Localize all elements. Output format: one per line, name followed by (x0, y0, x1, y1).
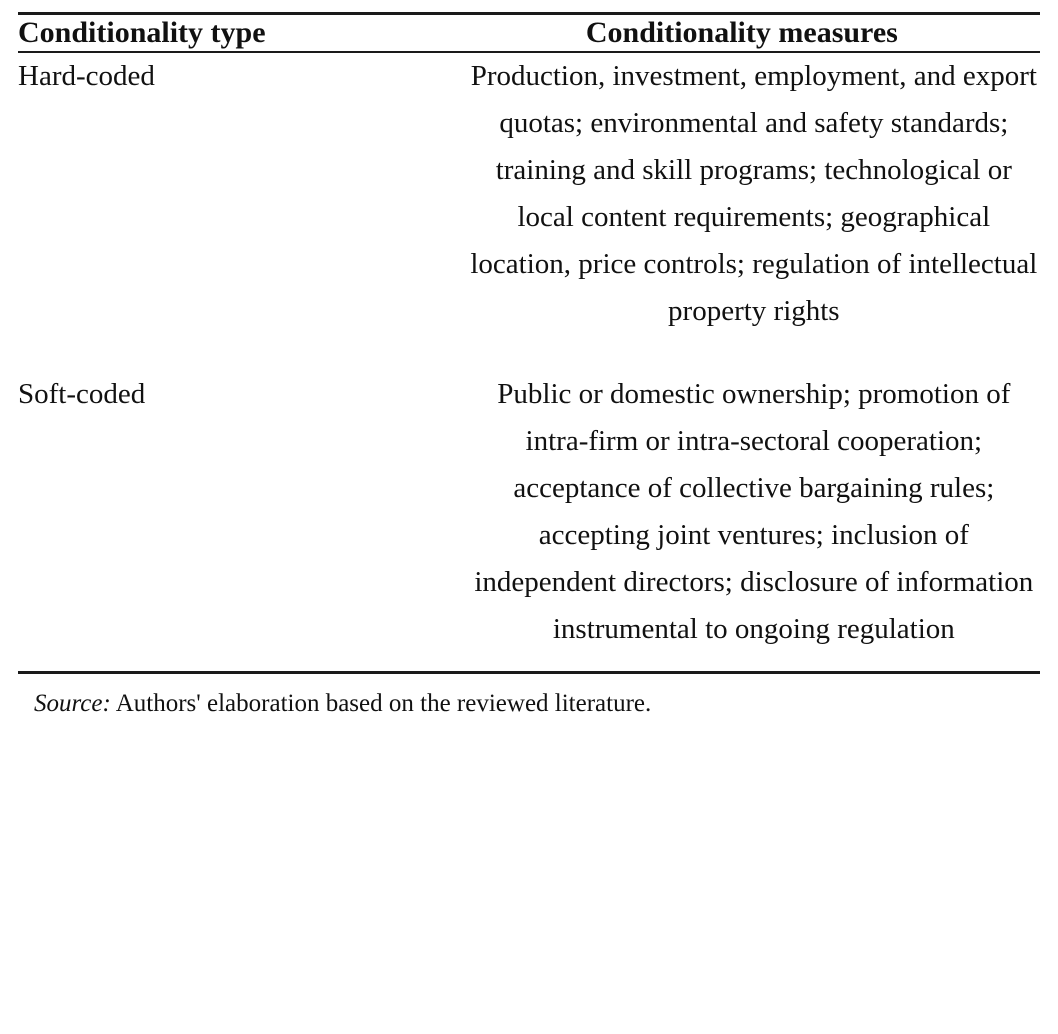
table-body (18, 53, 1040, 671)
source-label: Source: (34, 689, 111, 717)
table-row (18, 355, 1040, 671)
table-header (18, 15, 1040, 51)
cell-type-soft-coded: Soft-coded (18, 377, 146, 410)
column-header-conditionality-type: Conditionality type (18, 16, 266, 49)
table-row (18, 53, 1040, 355)
table-figure (0, 12, 1058, 1034)
source-text: Authors' elaboration based on the reviewed literature. (115, 689, 652, 717)
conditionality-table-body (18, 53, 1040, 671)
source-note (18, 674, 1040, 721)
cell-measures-soft-coded: Public or domestic ownership; promotion of intra-firm or intra-sectoral cooperation; acceptance of collective bargaining rules; accepting joint ventures; inclusion of independent directors; disclosure of information instrumental to ongoing regulation (474, 377, 1034, 645)
conditionality-table (18, 15, 1040, 51)
table-header-row (18, 15, 1040, 51)
column-header-conditionality-measures: Conditionality measures (585, 16, 898, 49)
cell-type-hard-coded: Hard-coded (18, 60, 155, 92)
cell-measures-hard-coded: Production, investment, employment, and export quotas; environmental and safety standards; training and skill programs; technological or local content requirements; geographical location, price controls; regulation of intellectual property rights (470, 60, 1038, 327)
